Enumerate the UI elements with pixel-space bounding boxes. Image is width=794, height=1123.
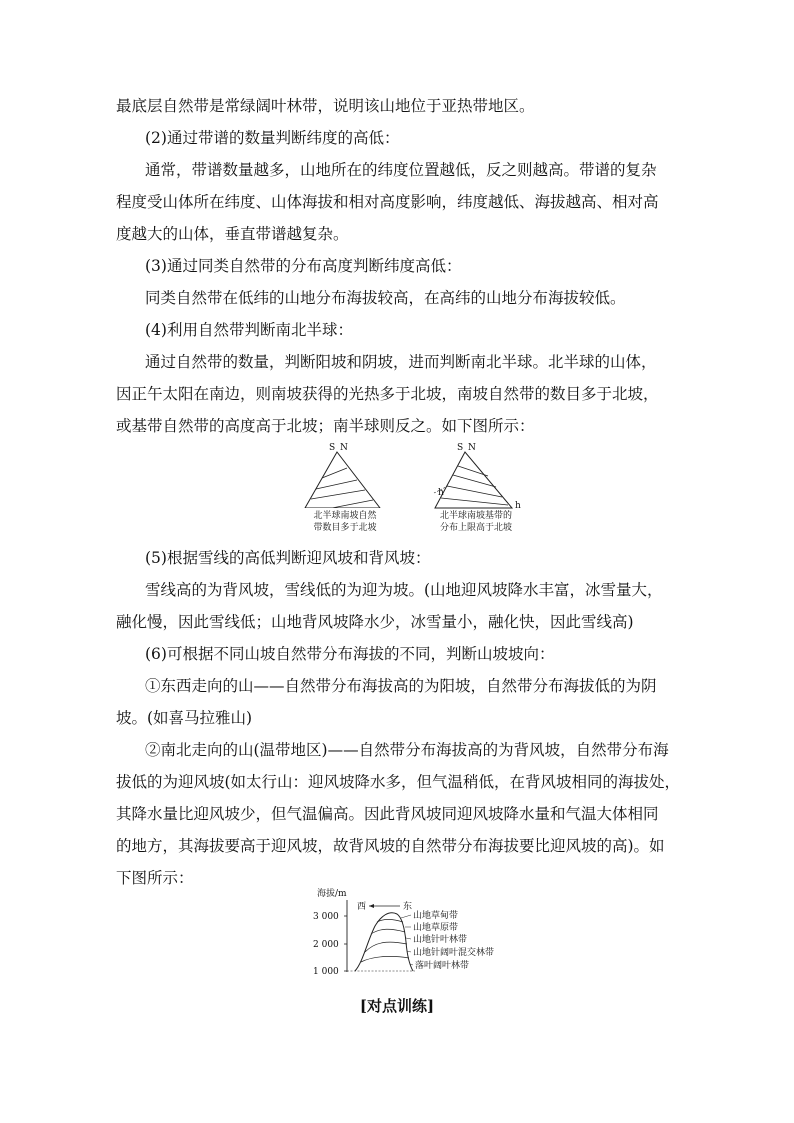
text-line: 通常，带谱数量越多，山地所在的纬度位置越低，反之则越高。带谱的复杂 bbox=[145, 161, 657, 179]
text-line: ①东西走向的山——自然带分布海拔高的为阳坡，自然带分布海拔低的为阴 bbox=[145, 677, 657, 695]
text-line: 拔低的为迎风坡(如太行山：迎风坡降水多，但气温稍低，在背风坡相同的海拔处， bbox=[116, 773, 681, 791]
west-label: 西 bbox=[357, 902, 367, 912]
text-line: 程度受山体所在纬度、山体海拔和相对高度影响，纬度越低、海拔越高、相对高 bbox=[116, 193, 659, 211]
section-heading: (6)可根据不同山坡自然带分布海拔的不同，判断山坡坡向： bbox=[145, 645, 555, 663]
fig2-h-right: h bbox=[515, 501, 521, 511]
text-line: 融化慢，因此雪线低；山地背风坡降水少，冰雪量小，融化快，因此雪线高) bbox=[116, 613, 634, 631]
text-line: 的地方，其海拔要高于迎风坡，故背风坡的自然带分布海拔要比迎风坡的高)。如 bbox=[116, 837, 665, 855]
text-line: 因正午太阳在南边，则南坡获得的光热多于北坡，南坡自然带的数目多于北坡， bbox=[116, 385, 659, 403]
text-line: 或基带自然带的高度高于北坡；南半球则反之。如下图所示： bbox=[116, 417, 535, 435]
text-line: 度越大的山体，垂直带谱越复杂。 bbox=[116, 225, 349, 243]
figure-north-base-belt bbox=[434, 443, 521, 533]
section-caption: [对点训练] bbox=[359, 997, 435, 1015]
fig1-caption-2: 带数目多于北坡 bbox=[313, 523, 377, 533]
altitude-belt-figure bbox=[305, 882, 535, 982]
section-heading: (3)通过同类自然带的分布高度判断纬度高低： bbox=[145, 257, 462, 275]
text-line: 同类自然带在低纬的山地分布海拔较高，在高纬的山地分布海拔较低。 bbox=[145, 289, 626, 307]
fig2-s-label: S bbox=[457, 443, 464, 453]
belt-label: 山地针叶林带 bbox=[413, 935, 468, 945]
figure-north-slope-count bbox=[300, 443, 390, 538]
section-heading: (4)利用自然带判断南北半球： bbox=[145, 321, 353, 339]
text-line: 下图所示： bbox=[116, 869, 194, 887]
fig1-n-label: N bbox=[340, 443, 348, 453]
fig2-n-label: N bbox=[468, 443, 476, 453]
east-label: 东 bbox=[403, 902, 413, 912]
fig1-caption-1: 北半球南坡自然 bbox=[313, 511, 377, 521]
belt-label: 山地针阔叶混交林带 bbox=[413, 948, 495, 958]
belt-label: 落叶阔叶林带 bbox=[415, 961, 470, 971]
tick-1000: 1 000 bbox=[313, 967, 339, 977]
text-line: 雪线高的为背风坡，雪线低的为迎为坡。(山地迎风坡降水丰富，冰雪量大， bbox=[145, 581, 663, 599]
fig2-h-left: h bbox=[438, 488, 444, 498]
tick-2000: 2 000 bbox=[313, 940, 339, 950]
section-heading: (5)根据雪线的高低判断迎风坡和背风坡： bbox=[145, 549, 431, 567]
fig2-caption-2: 分布上限高于北坡 bbox=[439, 523, 513, 533]
belt-label: 山地草原带 bbox=[413, 923, 459, 933]
fig1-s-label: S bbox=[329, 443, 336, 453]
altitude-axis-label: 海拔/m bbox=[317, 889, 347, 899]
text-line: 最底层自然带是常绿阔叶林带，说明该山地位于亚热带地区。 bbox=[116, 97, 535, 115]
slope-figures bbox=[300, 438, 530, 543]
text-line: 坡。(如喜马拉雅山) bbox=[116, 709, 253, 727]
section-heading: (2)通过带谱的数量判断纬度的高低： bbox=[145, 129, 400, 147]
belt-label: 山地草甸带 bbox=[413, 911, 459, 921]
tick-3000: 3 000 bbox=[313, 912, 339, 922]
text-line: ②南北走向的山(温带地区)——自然带分布海拔高的为背风坡，自然带分布海 bbox=[145, 741, 669, 759]
text-line: 通过自然带的数量，判断阳坡和阴坡，进而判断南北半球。北半球的山体， bbox=[145, 353, 657, 371]
fig2-caption-1: 北半球南坡基带的 bbox=[439, 511, 513, 521]
text-line: 其降水量比迎风坡少，但气温偏高。因此背风坡同迎风坡降水量和气温大体相同 bbox=[116, 805, 659, 823]
